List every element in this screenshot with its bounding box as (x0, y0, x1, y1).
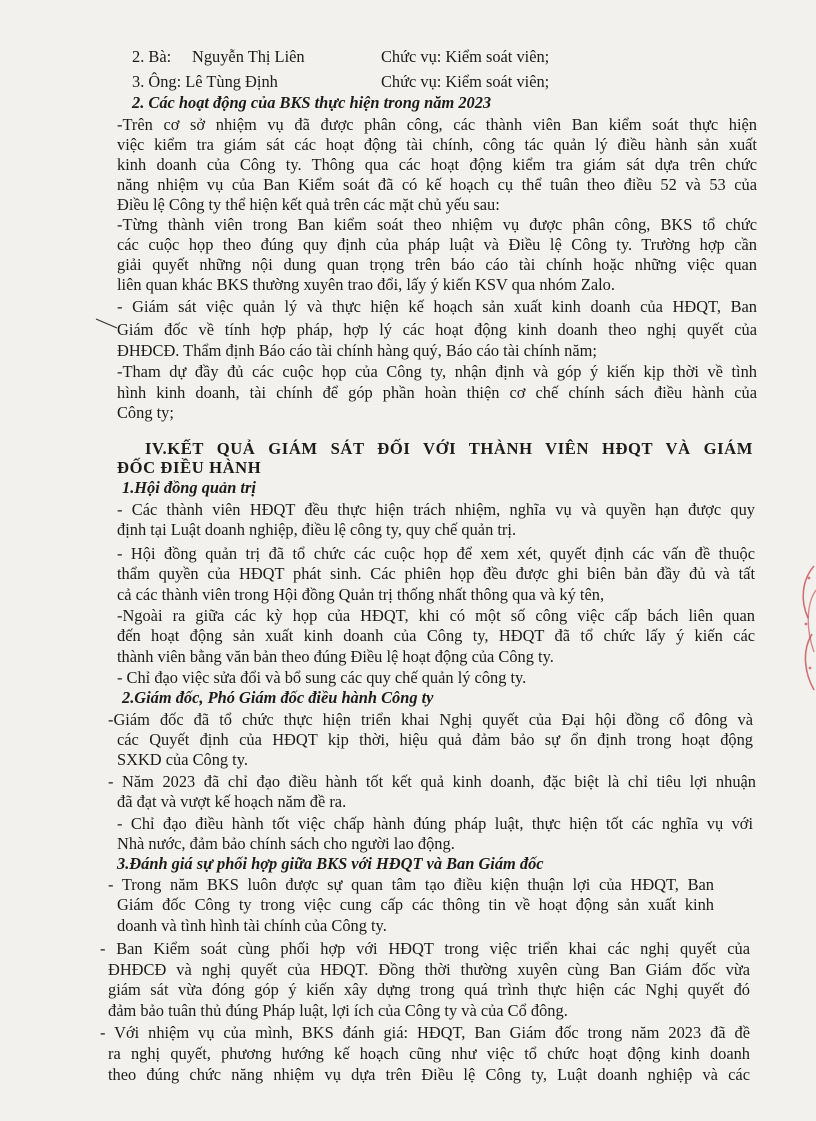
body-line: các Quyết định của HĐQT kịp thời, hiệu quả đảm bảo sự ổn định trong hoạt động (117, 730, 753, 749)
red-seal-edge (794, 560, 816, 700)
body-line: Giám đốc về tính hợp pháp, hợp lý các hoạt động kinh doanh theo nghị quyết của (117, 320, 757, 339)
body-line: giám sát vừa đóng góp ý kiến xây dựng trong quá trình thực hiện các Nghị quyết đó (108, 980, 750, 999)
body-line: đảm bảo tuân thủ đúng Pháp luật, lợi ích của Công ty và của Cổ đông. (108, 1001, 568, 1020)
body-line: ĐHĐCĐ. Thẩm định Báo cáo tài chính hàng quý, Báo cáo tài chính năm; (117, 341, 597, 360)
body-line: năng nhiệm vụ của Ban Kiểm soát đã có kế hoạch cụ thể tuân theo điều 52 và 53 của (117, 175, 757, 194)
body-line: thành viên bằng văn bản theo đúng Điều lệ hoạt động của Công ty. (117, 647, 554, 666)
body-line: -Ngoài ra giữa các kỳ họp của HĐQT, khi có một số công việc cấp bách liên quan (117, 606, 755, 625)
body-line: -Tham dự đầy đủ các cuộc họp của Công ty, nhận định và góp ý kiến kịp thời về tình (117, 362, 757, 381)
body-line: - Với nhiệm vụ của mình, BKS đánh giá: HĐQT, Ban Giám đốc trong năm 2023 đã đề (100, 1023, 750, 1042)
body-line: - Năm 2023 đã chỉ đạo điều hành tốt kết quả kinh doanh, đặc biệt là chỉ tiêu lợi nhuận (108, 772, 756, 791)
chapter-heading: ĐỐC ĐIỀU HÀNH (117, 458, 262, 477)
body-line: - Giám sát việc quản lý và thực hiện kế hoạch sản xuất kinh doanh của HĐQT, Ban (117, 297, 757, 316)
body-line: Công ty; (117, 403, 174, 422)
body-line: theo đúng chức năng nhiệm vụ dựa trên Điều lệ Công ty, Luật doanh nghiệp và các (108, 1065, 750, 1084)
body-line: hình kinh doanh, tài chính để góp phần hoàn thiện cơ chế chính sách điều hành của (117, 383, 757, 402)
section-heading: 2. Các hoạt động của BKS thực hiện trong năm 2023 (132, 93, 492, 112)
member-name: Nguyễn Thị Liên (192, 47, 305, 66)
body-line: cả các thành viên trong Hội đồng Quản trị thống nhất thông qua và ký tên, (117, 585, 605, 604)
body-line: -Từng thành viên trong Ban kiểm soát theo nhiệm vụ được phân công, BKS tổ chức (117, 215, 757, 234)
section-heading: 3.Đánh giá sự phối hợp giữa BKS với HĐQT và Ban Giám đốc (117, 854, 544, 873)
body-line: định tại Luật doanh nghiệp, điều lệ công ty, quy chế quản trị. (117, 520, 517, 539)
body-line: liên quan khác BKS thường xuyên trao đổi, lấy ý kiến KSV qua nhóm Zalo. (117, 275, 615, 294)
body-line: - Chỉ đạo việc sửa đổi và bổ sung các quy chế quản lý công ty. (117, 668, 527, 687)
body-line: - Trong năm BKS luôn được sự quan tâm tạo điều kiện thuận lợi của HĐQT, Ban (108, 875, 714, 894)
body-line: - Các thành viên HĐQT đều thực hiện trách nhiệm, nghĩa vụ và quyền hạn được quy (117, 500, 755, 519)
body-line: ĐHĐCĐ và nghị quyết của HĐQT. Đồng thời thường xuyên cùng Ban Giám đốc vừa (108, 960, 750, 979)
body-line: kinh doanh của Công ty. Thông qua các hoạt động kiểm tra giám sát dựa trên chức (117, 155, 757, 174)
body-line: giải quyết những nội dung quan trọng trên báo cáo tài chính hoặc những việc quan (117, 255, 757, 274)
body-line: SXKD của Công ty. (117, 750, 248, 769)
body-line: -Trên cơ sở nhiệm vụ đã được phân công, các thành viên Ban kiểm soát thực hiện (117, 115, 757, 134)
body-line: đã đạt và vượt kế hoạch năm đề ra. (117, 792, 347, 811)
member-label: 3. Ông: Lê Tùng Định (132, 72, 278, 91)
body-line: các cuộc họp theo đúng quy định của pháp luật và Điều lệ Công ty. Trường hợp cần (117, 235, 757, 254)
body-line: - Ban Kiểm soát cùng phối hợp với HĐQT trong việc triển khai các nghị quyết của (100, 939, 750, 958)
section-heading: 1.Hội đồng quản trị (122, 478, 256, 497)
body-line: -Giám đốc đã tổ chức thực hiện triển khai Nghị quyết của Đại hội đồng cổ đông và (108, 710, 753, 729)
body-line: thẩm quyền của HĐQT phát sinh. Các phiên họp đều được ghi biên bản đầy đủ và tất (117, 564, 755, 583)
pen-mark (95, 316, 119, 330)
section-heading: 2.Giám đốc, Phó Giám đốc điều hành Công ty (122, 688, 434, 707)
member-role: Chức vụ: Kiểm soát viên; (381, 72, 550, 91)
body-line: Nhà nước, đảm bảo chính sách cho người lao động. (117, 834, 455, 853)
body-line: việc kiểm tra giám sát các hoạt động tài chính, công tác quản lý điều hành sản xuất (117, 135, 757, 154)
body-line: - Chỉ đạo điều hành tốt việc chấp hành đúng pháp luật, thực hiện tốt các nghĩa vụ với (117, 814, 753, 833)
member-role: Chức vụ: Kiểm soát viên; (381, 47, 550, 66)
body-line: doanh và tình hình tài chính của Công ty. (117, 916, 387, 935)
body-line: - Hội đồng quản trị đã tổ chức các cuộc họp để xem xét, quyết định các vấn đề thuộc (117, 544, 755, 563)
body-line: ra nghị quyết, phương hướng kế hoạch cũng như việc tổ chức hoạt động kinh doanh (108, 1044, 750, 1063)
chapter-heading: IV.KẾT QUẢ GIÁM SÁT ĐỐI VỚI THÀNH VIÊN HĐQT VÀ GIÁM (145, 439, 753, 458)
member-label: 2. Bà: (132, 47, 172, 66)
body-line: Giám đốc Công ty trong việc cung cấp các thông tin về hoạt động sản xuất kinh (117, 895, 714, 914)
body-line: Điều lệ Công ty thể hiện kết quả trên các mặt chủ yếu sau: (117, 195, 500, 214)
body-line: đến hoạt động sản xuất kinh doanh của Công ty, HĐQT đã tổ chức lấy ý kiến các (117, 626, 755, 645)
